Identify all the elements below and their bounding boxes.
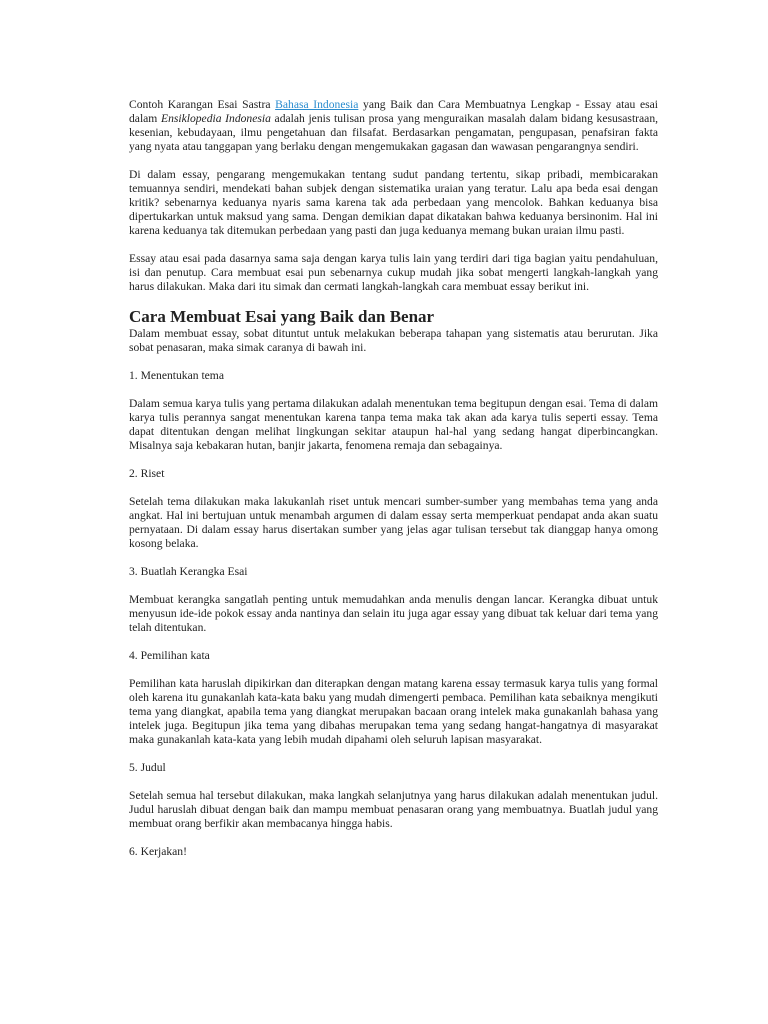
step-title: 4. Pemilihan kata [129,649,210,662]
intro-italic-term: Ensiklopedia Indonesia [160,112,271,125]
step-title: 1. Menentukan tema [129,369,224,382]
step-body: Pemilihan kata haruslah dipikirkan dan diterapkan dengan matang karena essay termasuk karya tulis yang formal oleh karena itu gunakanlah kata-kata baku yang mudah dimengerti pembaca. Pemilihan kata sebaiknya mengikuti tema yang diangkat, apabila tema yang diangkat merupakan bacaan orang intelek maka gunakanlah bahasa yang intelek juga. Begitupun jika tema yang dibahas merupakan tema yang sedang hangat-hangatnya di masyarakat maka gunakanlah kata-kata yang lebih mudah dipahami oleh seluruh lapisan masyarakat. [129,677,658,746]
step-body: Dalam semua karya tulis yang pertama dilakukan adalah menentukan tema begitupun dengan esai. Tema di dalam karya tulis perannya sangat menentukan karena tanpa tema maka tak akan ada karya tulis seperti essay. Tema dapat ditentukan dengan melihat lingkungan sekitar ataupun hal-hal yang sedang hangat diperbincangkan. Misalnya saja kebakaran hutan, banjir jakarta, fenomena remaja dan sebagainya. [129,397,658,452]
paragraph-sudut-pandang: Di dalam essay, pengarang mengemukakan tentang sudut pandang tertentu, sikap pribadi, membicarakan temuannya sendiri, mendekati bahan subjek dengan sistematika uraian yang teratur. Lalu apa beda esai dengan kritik? sebenarnya keduanya nyaris sama karena tak ada perbedaan yang mencolok. Bahkan keduanya bisa dipertukarkan untuk maksud yang sama. Dengan demikian dapat dikatakan bahwa keduanya bersinonim. Hal ini karena keduanya tak ditemukan perbedaan yang pasti dan juga keduanya memang bukan uraian ilmu pasti. [129,168,658,237]
step-body: Membuat kerangka sangatlah penting untuk memudahkan anda menulis dengan lancar. Kerangka dibuat untuk menyusun ide-ide pokok essay anda nantinya dan selain itu juga agar essay yang dibuat tak keluar dari tema yang telah ditentukan. [129,593,658,634]
paragraph-struktur-esai: Essay atau esai pada dasarnya sama saja dengan karya tulis lain yang terdiri dari tiga bagian yaitu pendahuluan, isi dan penutup. Cara membuat esai pun sebenarnya cukup mudah jika sobat mengerti langkah-langkah yang harus dilakukan. Maka dari itu simak dan cermati langkah-langkah cara membuat essay berikut ini. [129,252,658,293]
step-title: 2. Riset [129,467,165,480]
section-heading: Cara Membuat Esai yang Baik dan Benar [129,307,435,326]
step-title: 5. Judul [129,761,166,774]
step-body: Setelah tema dilakukan maka lakukanlah riset untuk mencari sumber-sumber yang membahas tema yang anda angkat. Hal ini bertujuan untuk menambah argumen di dalam essay serta memperkuat pendapat anda akan suatu pernyataan. Di dalam essay harus disertakan sumber yang jelas agar tulisan tersebut tak dianggap hanya omong kosong belaka. [129,495,658,550]
bahasa-indonesia-link[interactable]: Bahasa Indonesia [275,98,359,111]
step-title: 6. Kerjakan! [129,845,187,858]
step-body: Setelah semua hal tersebut dilakukan, maka langkah selanjutnya yang harus dilakukan adalah menentukan judul. Judul haruslah dibuat dengan baik dan mampu membuat penasaran orang yang membuatnya. Buatlah judul yang membuat orang berfikir akan membacanya hingga habis. [129,789,658,830]
intro-text-1: Contoh Karangan Esai Sastra [129,98,276,111]
intro-paragraph [129,98,658,154]
document-page [129,98,658,873]
intro-text-2: yang Baik dan Cara Membuatnya Lengkap - Essay atau esai dalam [129,98,658,125]
step-title: 3. Buatlah Kerangka Esai [129,565,248,578]
section-lead: Dalam membuat essay, sobat dituntut untuk melakukan beberapa tahapan yang sistematis atau berurutan. Jika sobat penasaran, maka simak caranya di bawah ini. [129,327,658,354]
intro-text-3: adalah jenis tulisan prosa yang menguraikan masalah dalam bidang kesusastraan, kesenian, kebudayaan, ilmu pengetahuan dan filsafat. Berdasarkan pengamatan, pengupasan, penafsiran fakta yang nyata atau tanggapan yang berlaku dengan mengemukakan gagasan dan wawasan pengarangnya sendiri. [129,112,659,153]
